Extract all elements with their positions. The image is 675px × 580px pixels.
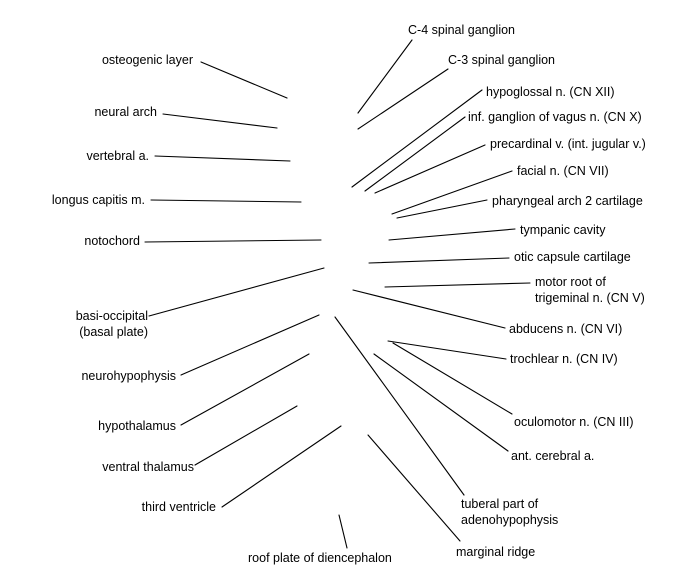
label-basi-occipital [76, 309, 148, 339]
label-pharyngeal-arch-2-cartilage [492, 194, 643, 208]
leader-line-third-ventricle [222, 426, 341, 507]
label-line: neural arch [94, 105, 157, 119]
label-line: adenohypophysis [461, 513, 559, 527]
leader-line-notochord [145, 240, 321, 242]
label-line: osteogenic layer [101, 53, 193, 67]
label-line: trigeminal n. (CN V) [535, 291, 645, 305]
label-line: abducens n. (CN VI) [509, 322, 623, 336]
label-precardinal-v [490, 137, 646, 151]
label-tuberal-part-of-adenohypophysis [461, 497, 558, 527]
label-hypoglossal-n [486, 85, 615, 99]
label-marginal-ridge [456, 545, 535, 559]
label-line: ant. cerebral a. [511, 449, 595, 463]
label-line: longus capitis m. [51, 193, 145, 207]
label-line: (basal plate) [79, 325, 148, 339]
label-notochord [84, 234, 140, 248]
label-line: third ventricle [141, 500, 216, 514]
label-c3-spinal-ganglion [448, 53, 555, 67]
leader-line-vertebral-a [155, 156, 290, 161]
label-inf-ganglion-of-vagus-n [468, 110, 642, 124]
label-abducens-n [509, 322, 622, 336]
label-longus-capitis-m [52, 193, 145, 207]
leader-line-neurohypophysis [181, 315, 319, 375]
label-motor-root-of-trigeminal-n [535, 275, 645, 305]
leader-line-c4-spinal-ganglion [358, 40, 412, 113]
label-facial-n [517, 164, 609, 178]
label-line: C-4 spinal ganglion [408, 23, 516, 37]
label-line: oculomotor n. (CN III) [514, 415, 634, 429]
leader-line-osteogenic-layer [201, 62, 287, 98]
label-line: neurohypophysis [81, 369, 176, 383]
label-ventral-thalamus [102, 460, 194, 474]
label-texts [52, 23, 646, 565]
label-hypothalamus [98, 419, 176, 433]
label-line: marginal ridge [456, 545, 536, 559]
label-oculomotor-n [514, 415, 633, 429]
label-line: pharyngeal arch 2 cartilage [492, 194, 643, 208]
label-line: hypothalamus [98, 419, 176, 433]
label-line: precardinal v. (int. jugular v.) [490, 137, 646, 151]
label-line: ventral thalamus [102, 460, 194, 474]
leader-line-ant-cerebral-a [374, 354, 508, 451]
label-line: vertebral a. [86, 149, 149, 163]
leader-line-abducens-n [353, 290, 505, 328]
leader-line-hypoglossal-n [352, 90, 482, 187]
label-line: hypoglossal n. (CN XII) [486, 85, 615, 99]
leader-line-longus-capitis-m [151, 200, 301, 202]
leader-line-hypothalamus [181, 354, 309, 425]
label-third-ventricle [142, 500, 216, 514]
leader-line-inf-ganglion-of-vagus-n [365, 117, 465, 191]
leader-line-roof-plate-of-diencephalon [339, 515, 347, 548]
label-line: C-3 spinal ganglion [448, 53, 556, 67]
label-osteogenic-layer [102, 53, 193, 67]
label-line: inf. ganglion of vagus n. (CN X) [468, 110, 642, 124]
label-c4-spinal-ganglion [408, 23, 515, 37]
label-line: roof plate of diencephalon [248, 551, 392, 565]
leader-line-precardinal-v [375, 145, 485, 193]
leader-line-basi-occipital [149, 268, 324, 316]
leader-line-otic-capsule-cartilage [369, 258, 509, 263]
leader-line-ventral-thalamus [195, 406, 297, 465]
label-neural-arch [94, 105, 157, 119]
label-line: otic capsule cartilage [514, 250, 631, 264]
label-neurohypophysis [81, 369, 176, 383]
label-line: basi-occipital [75, 309, 148, 323]
label-line: tuberal part of [461, 497, 539, 511]
leader-line-c3-spinal-ganglion [358, 69, 448, 129]
label-line: notochord [84, 234, 140, 248]
label-line: motor root of [535, 275, 606, 289]
leader-line-tympanic-cavity [389, 229, 515, 240]
label-line: tympanic cavity [520, 223, 606, 237]
leader-line-motor-root-of-trigeminal-n [385, 283, 530, 287]
label-line: facial n. (CN VII) [517, 164, 609, 178]
label-trochlear-n [510, 352, 618, 366]
leader-line-oculomotor-n [393, 343, 512, 414]
label-roof-plate-of-diencephalon [248, 551, 392, 565]
label-line: trochlear n. (CN IV) [510, 352, 618, 366]
label-tympanic-cavity [520, 223, 606, 237]
label-otic-capsule-cartilage [514, 250, 631, 264]
leader-line-neural-arch [163, 114, 277, 128]
leader-line-marginal-ridge [368, 435, 460, 541]
leader-line-pharyngeal-arch-2-cartilage [397, 200, 487, 218]
label-vertebral-a [86, 149, 149, 163]
label-ant-cerebral-a [511, 449, 594, 463]
leader-line-tuberal-part-of-adenohypophysis [335, 317, 464, 495]
